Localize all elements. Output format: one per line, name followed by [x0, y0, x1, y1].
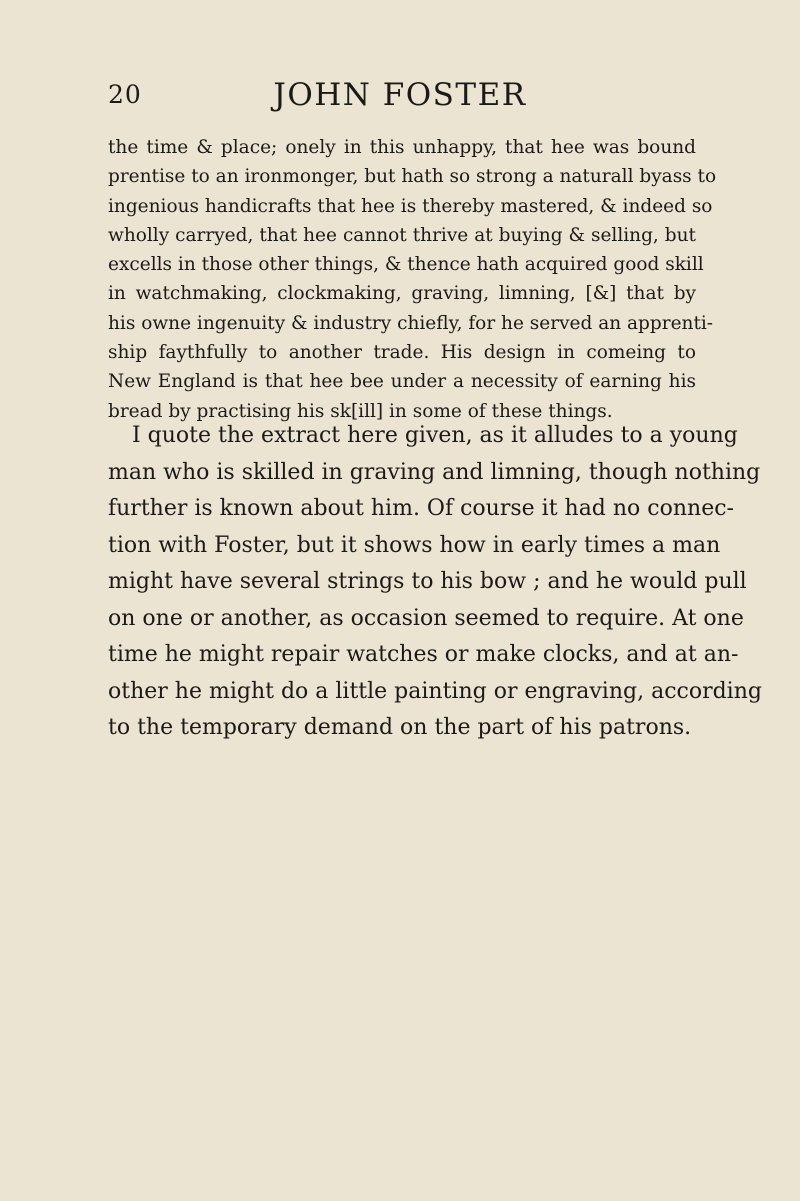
paragraph-line: I quote the extract here given, as it alludes to a young — [132, 423, 738, 448]
quote-line: his owne ingenuity & industry chiefly, for he served an apprenti- — [108, 312, 714, 334]
paragraph-line: man who is skilled in graving and limning, though nothing — [108, 459, 761, 485]
paragraph-line: time he might repair watches or make clocks, and at an- — [108, 642, 739, 667]
paragraph-line: further is known about him. Of course it had no connec- — [108, 496, 734, 521]
body-paragraph — [108, 418, 762, 747]
quote-line: ship faythfully to another trade. His design in comeing to — [108, 342, 696, 364]
quoted-extract — [108, 133, 717, 426]
page-number: 20 — [108, 80, 142, 109]
quote-line: excells in those other things, & thence hath acquired good skill — [108, 254, 704, 276]
paragraph-line: tion with Foster, but it shows how in early times a man — [108, 532, 721, 558]
quote-line: wholly carryed, that hee cannot thrive at buying & selling, but — [108, 224, 696, 246]
quote-line: ingenious handicrafts that hee is thereby mastered, & indeed so — [108, 195, 713, 217]
quote-line: the time & place; onely in this unhappy, that hee was bound — [108, 137, 696, 158]
paragraph-line: might have several strings to his bow ; and he would pull — [108, 569, 747, 594]
quote-line: bread by practising his sk[ill] in some of these things. — [108, 400, 613, 422]
paragraph-line: on one or another, as occasion seemed to require. At one — [108, 605, 744, 631]
running-title: JOHN FOSTER — [273, 77, 527, 113]
paragraph-line: to the temporary demand on the part of his patrons. — [108, 715, 692, 740]
paragraph-line: other he might do a little painting or engraving, according — [108, 678, 762, 704]
quote-line: prentise to an ironmonger, but hath so strong a naturall byass to — [108, 166, 717, 188]
quote-line: in watchmaking, clockmaking, graving, limning, [&] that by — [108, 283, 696, 305]
quote-line: New England is that hee bee under a necessity of earning his — [108, 371, 696, 393]
